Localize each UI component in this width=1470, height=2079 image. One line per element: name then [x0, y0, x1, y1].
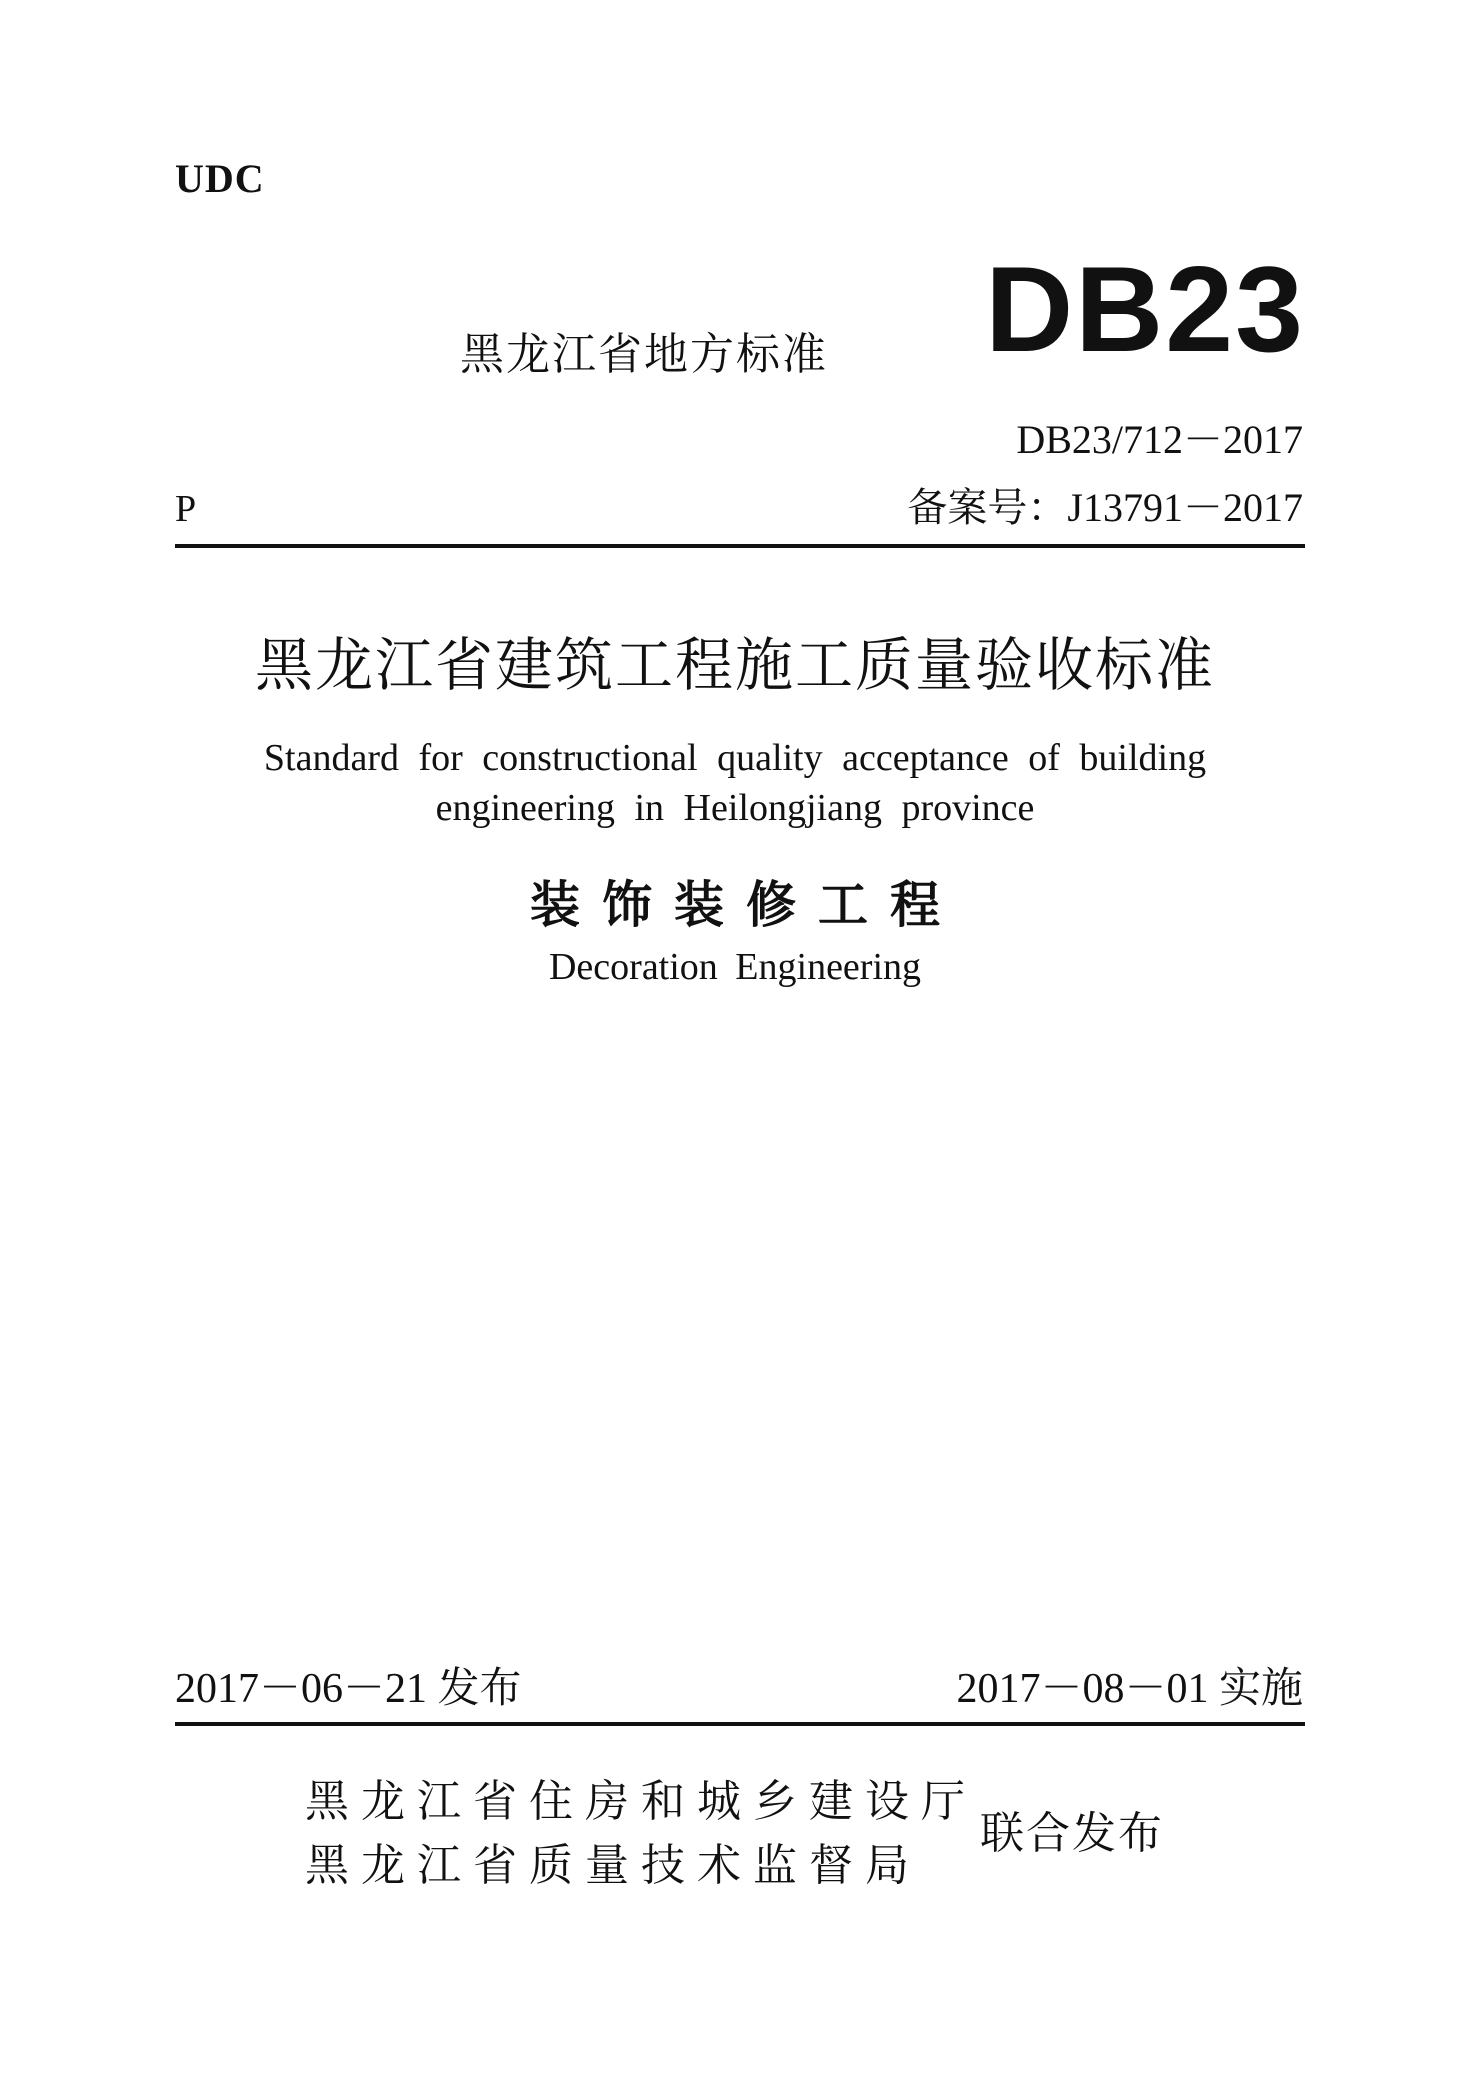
filing-number: 备案号：J13791－2017: [907, 485, 1303, 530]
udc-label: UDC: [175, 156, 265, 201]
document-title-cn: 黑龙江省建筑工程施工质量验收标准: [254, 631, 1215, 699]
local-standard-label: 黑龙江省地方标准: [460, 329, 828, 380]
document-title-en-line2: engineering in Heilongjiang province: [435, 787, 1035, 829]
bottom-divider: [175, 1722, 1305, 1726]
publisher-quality-bureau: 黑龙江省质量技术监督局: [305, 1840, 921, 1891]
publisher-housing-dept: 黑龙江省住房和城乡建设厅: [305, 1776, 977, 1827]
document-subtitle-en: Decoration Engineering: [548, 946, 922, 988]
issue-date: 2017－06－21 发布: [175, 1666, 522, 1712]
standard-number: DB23/712－2017: [1016, 417, 1303, 462]
document-title-en-line1: Standard for constructional quality acceptance of building: [263, 737, 1207, 779]
db-code: DB23: [985, 241, 1305, 377]
joint-issue-label: 联合发布: [980, 1808, 1164, 1859]
top-divider: [175, 544, 1305, 548]
classification-code: P: [175, 488, 197, 530]
document-subtitle-cn: 装饰装修工程: [530, 877, 962, 933]
effective-date: 2017－08－01 实施: [956, 1666, 1303, 1712]
